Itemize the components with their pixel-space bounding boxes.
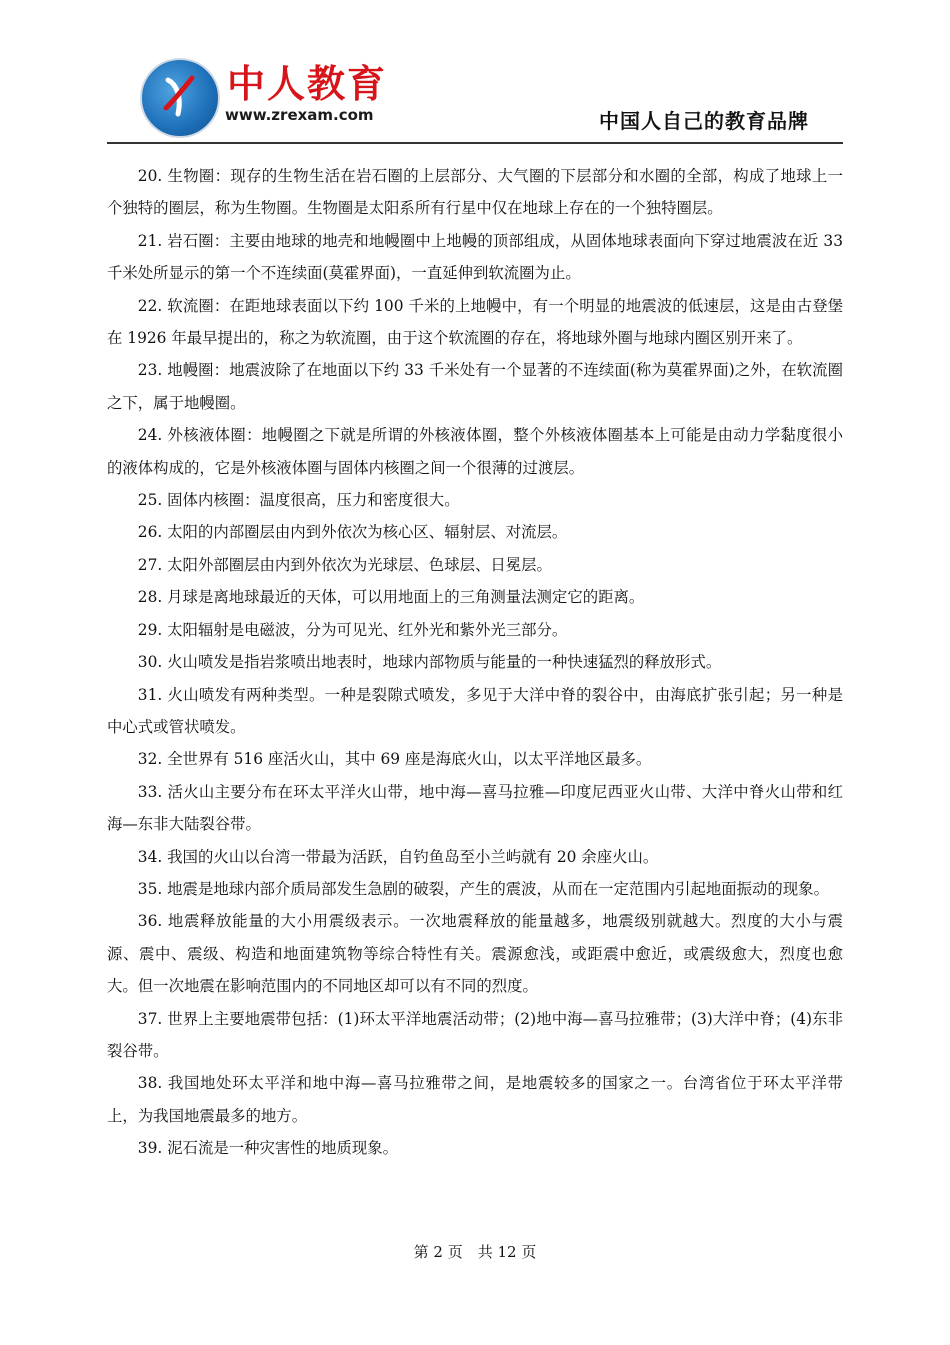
paragraph-39: 39. 泥石流是一种灾害性的地质现象。 [137,1139,399,1158]
paragraph-38: 38. 我国地处环太平洋和地中海—喜马拉雅带之间，是地震较多的国家之一。台湾省位于环太平洋带上，为我国地震最多的地方。 [107,1074,843,1125]
document-body [107,160,843,1165]
paragraph-37: 37. 世界上主要地震带包括：(1)环太平洋地震活动带；(2)地中海—喜马拉雅带；(3)大洋中脊；(4)东非裂谷带。 [107,1009,843,1060]
paragraph-26: 26. 太阳的内部圈层由内到外依次为核心区、辐射层、对流层。 [137,523,568,542]
page-number: 第 2 页 共 12 页 [413,1243,537,1261]
logo-swoosh-icon [162,74,200,118]
paragraph-27: 27. 太阳外部圈层由内到外依次为光球层、色球层、日冕层。 [137,555,552,574]
paragraph-22: 22. 软流圈：在距地球表面以下约 100 千米的上地幔中，有一个明显的地震波的低速层，这是由古登堡在 1926 年最早提出的，称之为软流圈，由于这个软流圈的存在，将地球外圈与地球内圈区别开来了。 [107,296,843,348]
paragraph-33: 33. 活火山主要分布在环太平洋火山带，地中海—喜马拉雅—印度尼西亚火山带、大洋中脊火山带和红海—东非大陆裂谷带。 [107,782,843,834]
paragraph-23: 23. 地幔圈：地震波除了在地面以下约 33 千米处有一个显著的不连续面(称为莫霍界面)之外，在软流圈之下，属于地幔圈。 [107,361,843,412]
paragraph-35: 35. 地震是地球内部介质局部发生急剧的破裂，产生的震波，从而在一定范围内引起地面振动的现象。 [137,879,829,898]
paragraph-30: 30. 火山喷发是指岩浆喷出地表时，地球内部物质与能量的一种快速猛烈的释放形式。 [137,653,722,672]
brand-url: www.zrexam.com [225,106,374,124]
page-footer [0,1240,950,1264]
paragraph-21: 21. 岩石圈：主要由地球的地壳和地幔圈中上地幔的顶部组成，从固体地球表面向下穿过地震波在近 33 千米处所显示的第一个不连续面(莫霍界面)，一直延伸到软流圈为止。 [107,231,843,283]
paragraph-36: 36. 地震释放能量的大小用震级表示。一次地震释放的能量越多，地震级别就越大。烈度的大小与震源、震中、震级、构造和地面建筑物等综合特性有关。震源愈浅，或距震中愈近，或震级愈大，烈度也愈大。但一次地震在影响范围内的不同地区却可以有不同的烈度。 [107,912,843,996]
logo-emblem [140,58,220,138]
paragraph-29: 29. 太阳辐射是电磁波，分为可见光、红外光和紫外光三部分。 [137,620,568,639]
paragraph-32: 32. 全世界有 516 座活火山，其中 69 座是海底火山，以太平洋地区最多。 [137,750,652,769]
page-header [107,52,843,142]
paragraph-31: 31. 火山喷发有两种类型。一种是裂隙式喷发，多见于大洋中脊的裂谷中，由海底扩张引起；另一种是中心式或管状喷发。 [107,685,843,736]
paragraph-20: 20. 生物圈：现存的生物生活在岩石圈的上层部分、大气圈的下层部分和水圈的全部，构成了地球上一个独特的圈层，称为生物圈。生物圈是太阳系所有行星中仅在地球上存在的一个独特圈层。 [107,167,843,218]
paragraph-34: 34. 我国的火山以台湾一带最为活跃，自钓鱼岛至小兰屿就有 20 余座火山。 [137,847,659,866]
header-divider [107,142,843,144]
paragraph-28: 28. 月球是离地球最近的天体，可以用地面上的三角测量法测定它的距离。 [137,588,645,607]
brand-slogan: 中国人自己的教育品牌 [599,109,809,133]
paragraph-24: 24. 外核液体圈：地幔圈之下就是所谓的外核液体圈，整个外核液体圈基本上可能是由动力学黏度很小的液体构成的，它是外核液体圈与固体内核圈之间一个很薄的过渡层。 [107,426,843,477]
brand-name: 中人教育 [227,62,388,106]
paragraph-25: 25. 固体内核圈：温度很高，压力和密度很大。 [137,491,460,510]
